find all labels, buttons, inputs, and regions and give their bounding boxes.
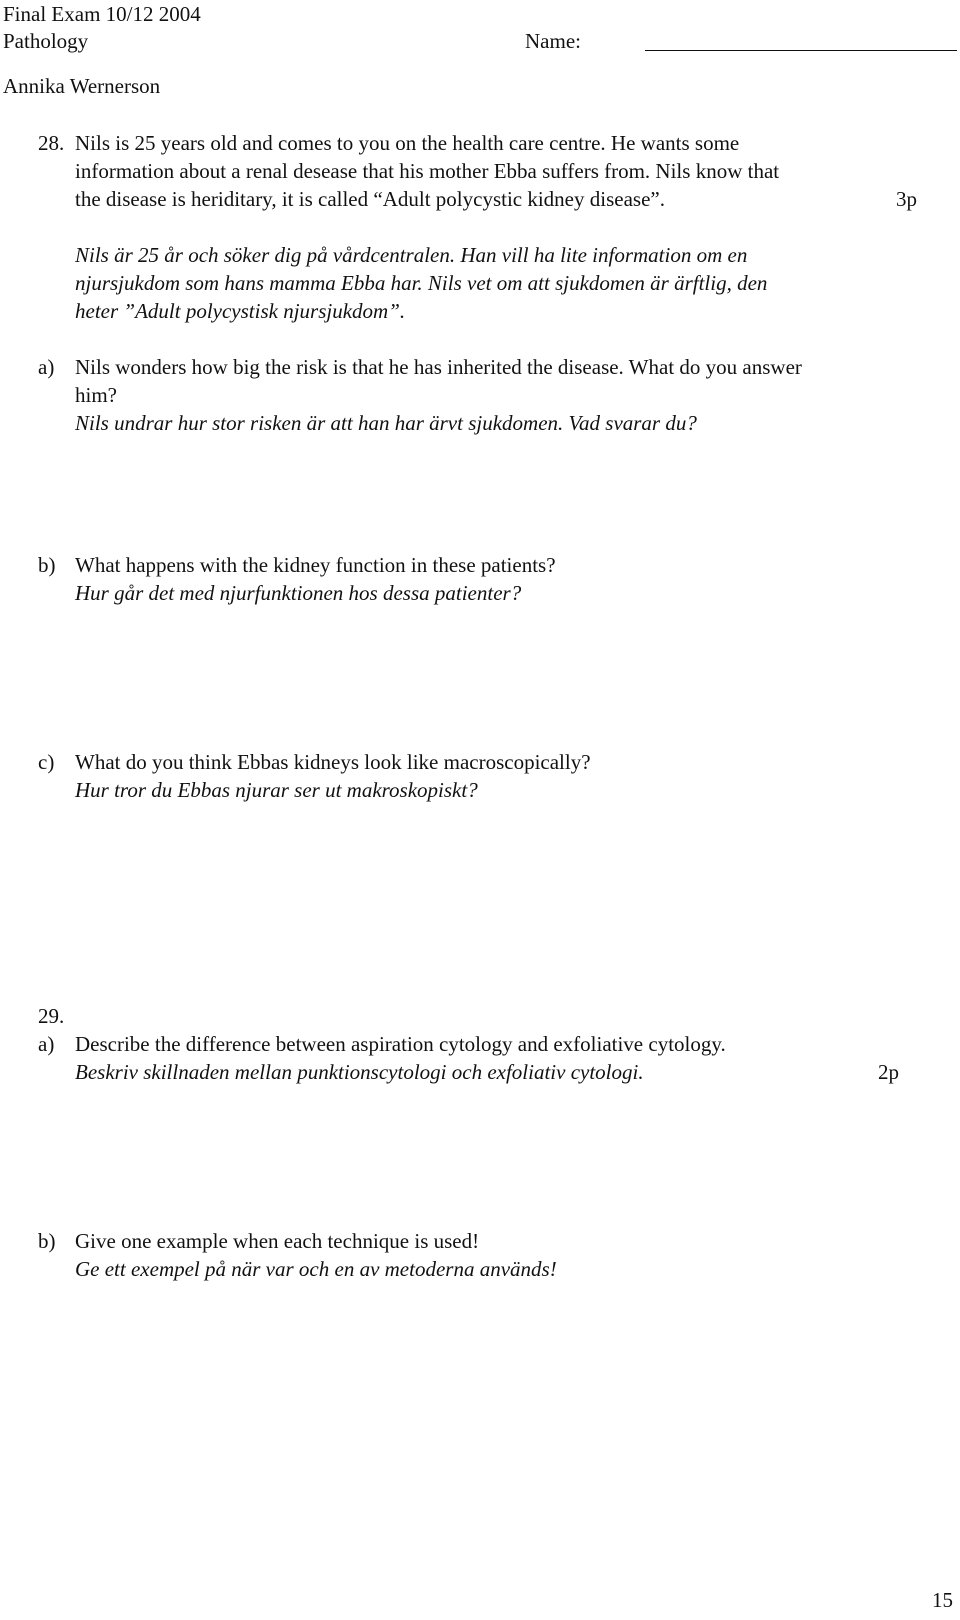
q28a-label: a): [38, 355, 55, 379]
name-field-line: [645, 50, 957, 51]
q28-intro-sv-line-1: Nils är 25 år och söker dig på vårdcentralen. Han vill ha lite information om en: [75, 243, 748, 267]
q29a-points: 2p: [878, 1060, 899, 1084]
q28a-en-line-1: Nils wonders how big the risk is that he has inherited the disease. What do you answer: [75, 355, 802, 379]
q28-number: 28.: [38, 131, 65, 155]
q28b-en: What happens with the kidney function in these patients?: [75, 553, 556, 577]
q28-intro-en-line-1: Nils is 25 years old and comes to you on the health care centre. He wants some: [75, 131, 740, 155]
q28c-sv: Hur tror du Ebbas njurar ser ut makroskopiskt?: [75, 778, 478, 802]
name-label: Name:: [525, 29, 581, 53]
subject: Pathology: [3, 29, 89, 53]
q29b-label: b): [38, 1229, 56, 1253]
page-number: 15: [932, 1588, 953, 1612]
q28a-sv: Nils undrar hur stor risken är att han har ärvt sjukdomen. Vad svarar du?: [75, 411, 697, 435]
q29b-sv: Ge ett exempel på när var och en av metoderna används!: [75, 1257, 557, 1281]
q28c-label: c): [38, 750, 55, 774]
q28-intro-en-line-3: the disease is heriditary, it is called “Adult polycystic kidney disease”.: [75, 187, 665, 211]
q28b-label: b): [38, 553, 56, 577]
q28-intro-en-line-2: information about a renal desease that his mother Ebba suffers from. Nils know that: [75, 159, 780, 183]
q28-intro-sv-line-3: heter ”Adult polycystisk njursjukdom”.: [75, 299, 406, 323]
q29-number: 29.: [38, 1004, 65, 1028]
q28a-en-line-2: him?: [75, 383, 117, 407]
q29b-en: Give one example when each technique is used!: [75, 1229, 480, 1253]
q28b-sv: Hur går det med njurfunktionen hos dessa patienter?: [75, 581, 522, 605]
exam-title: Final Exam 10/12 2004: [3, 2, 201, 26]
q28-intro-sv-line-2: njursjukdom som hans mamma Ebba har. Nils vet om att sjukdomen är ärftlig, den: [75, 271, 768, 295]
q29a-en: Describe the difference between aspiration cytology and exfoliative cytology.: [75, 1032, 726, 1056]
q29a-label: a): [38, 1032, 55, 1056]
author: Annika Wernerson: [3, 74, 161, 98]
q29a-sv: Beskriv skillnaden mellan punktionscytologi och exfoliativ cytologi.: [75, 1060, 644, 1084]
q28-points: 3p: [896, 187, 917, 211]
q28c-en: What do you think Ebbas kidneys look like macroscopically?: [75, 750, 591, 774]
